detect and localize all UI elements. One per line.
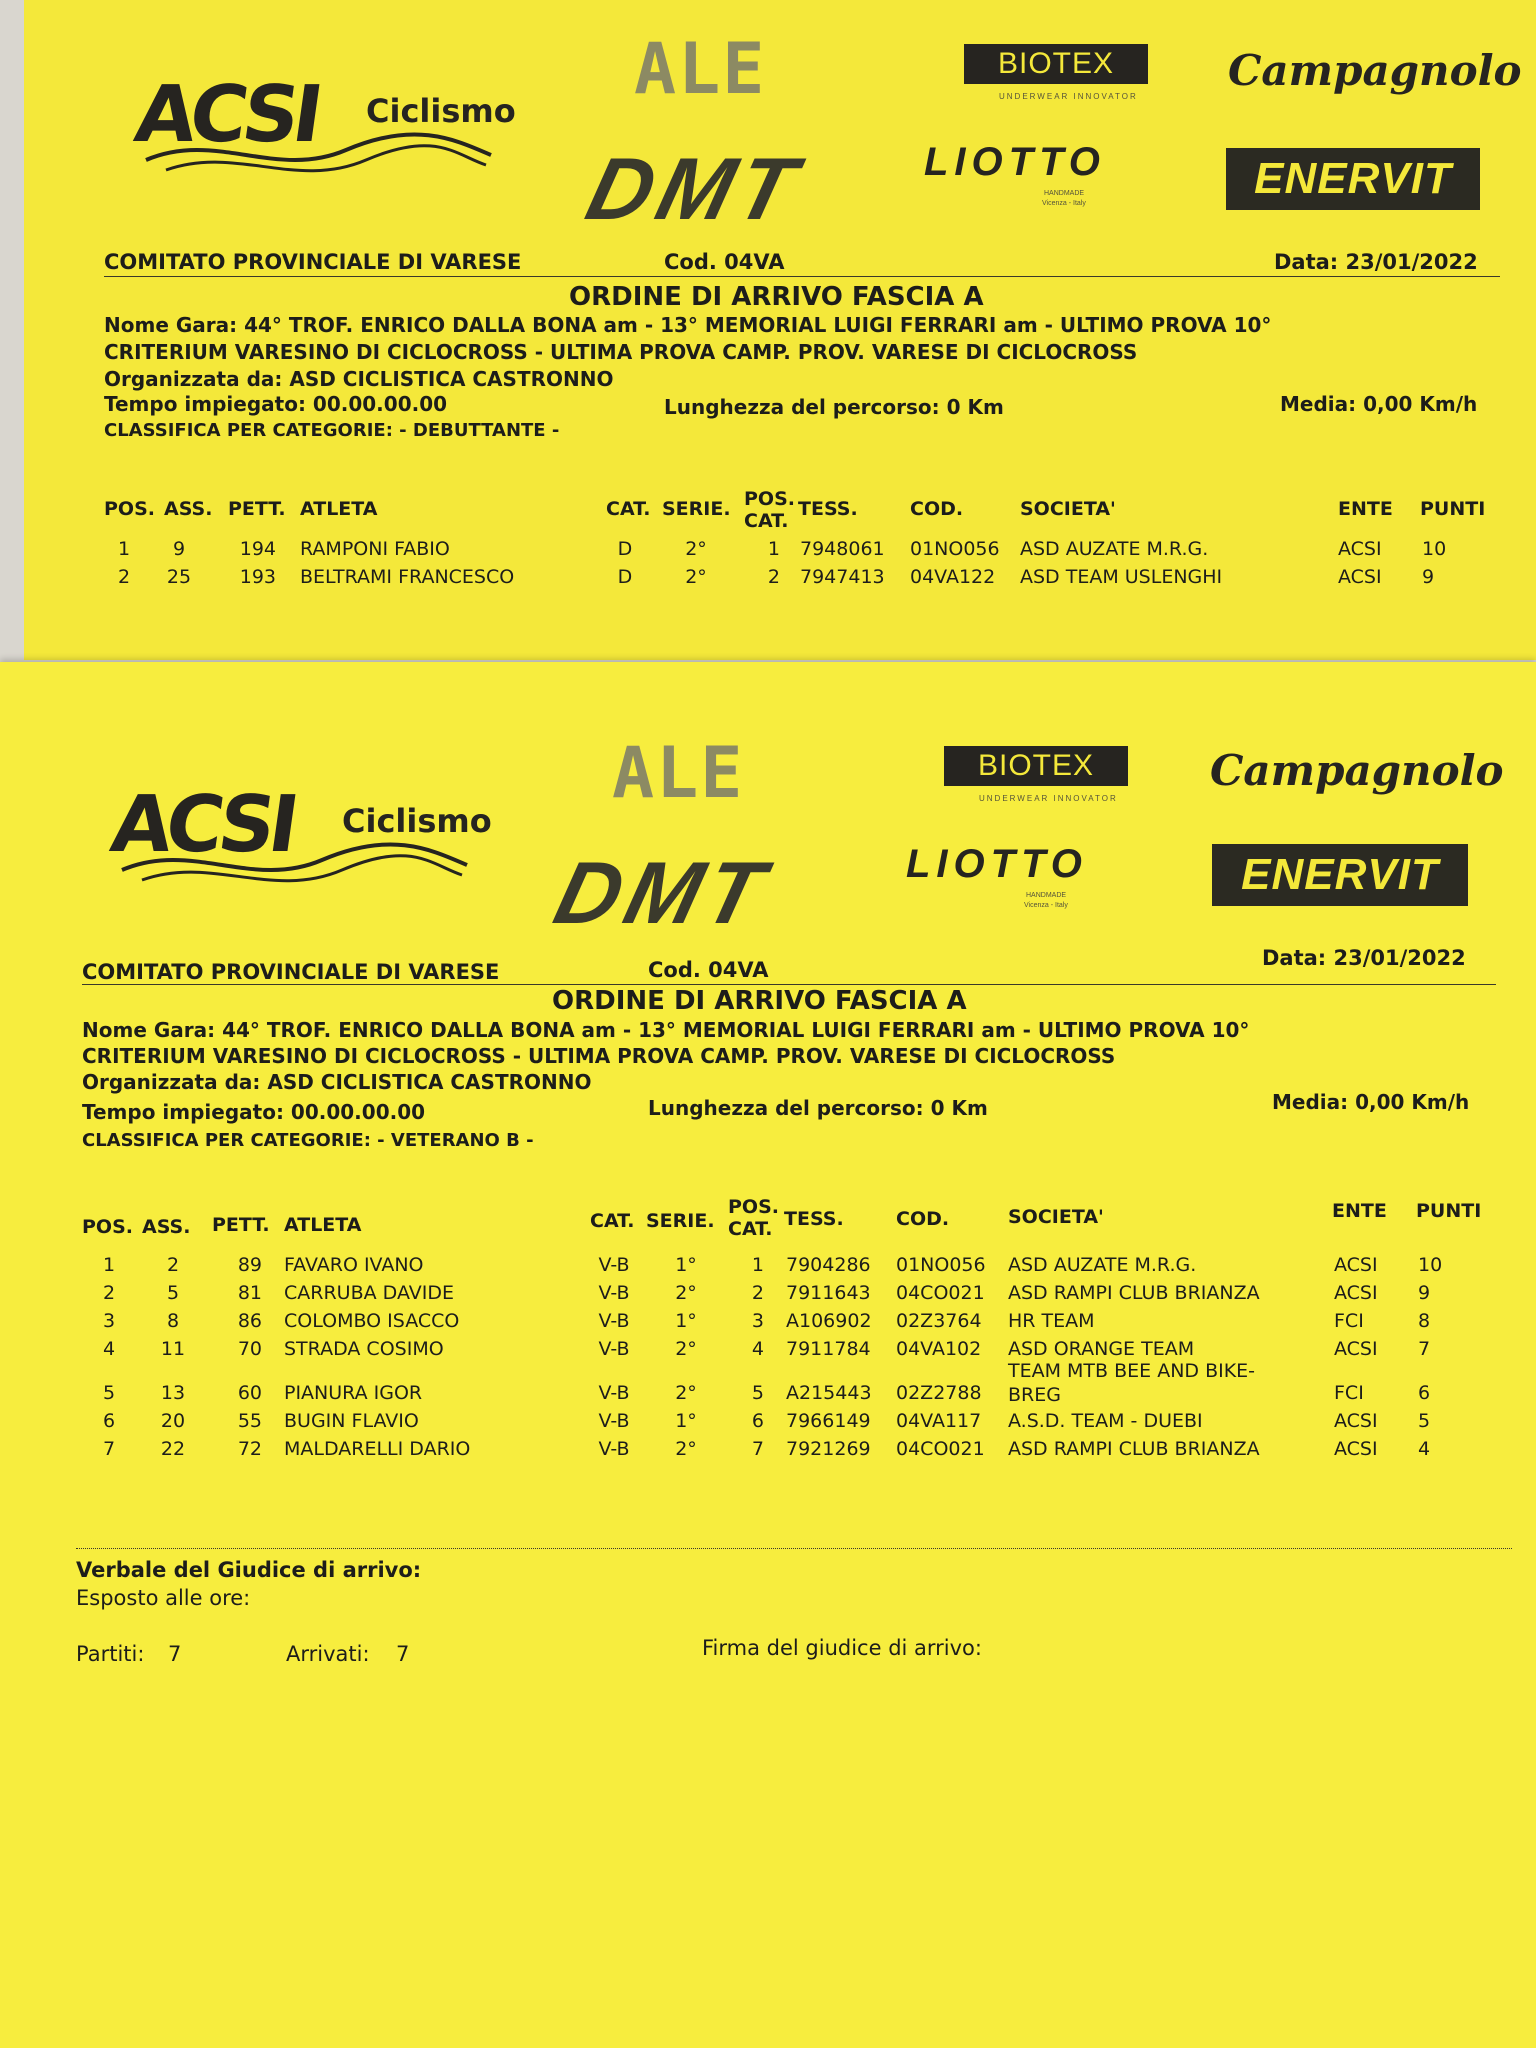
col-pett: PETT. bbox=[228, 498, 286, 520]
row-atleta: MALDARELLI DARIO bbox=[284, 1438, 471, 1460]
row-serie: 2° bbox=[685, 566, 707, 588]
row-ass: 22 bbox=[160, 1438, 186, 1460]
row-pett: 60 bbox=[237, 1382, 262, 1404]
col-cat: CAT. bbox=[590, 1210, 635, 1232]
row-societa: ASD RAMPI CLUB BRIANZA bbox=[1008, 1438, 1260, 1460]
time-taken: Tempo impiegato: 00.00.00.00 bbox=[104, 392, 448, 416]
col-ass: ASS. bbox=[164, 498, 213, 520]
col-cat: CAT. bbox=[606, 498, 651, 520]
row-ente: ACSI bbox=[1334, 1410, 1378, 1432]
verbale-title: Verbale del Giudice di arrivo: bbox=[76, 1558, 422, 1582]
col-poscat-1: POS. bbox=[728, 1196, 779, 1218]
liotto-place-text: Vicenza - Italy bbox=[1024, 902, 1068, 909]
acsi-swoosh-icon bbox=[112, 830, 472, 890]
row-ass: 5 bbox=[166, 1282, 180, 1304]
row-pos: 3 bbox=[102, 1310, 116, 1332]
row-tess: 7947413 bbox=[800, 566, 885, 588]
row-tess: A215443 bbox=[786, 1382, 872, 1404]
acsi-ciclismo-logo bbox=[105, 780, 492, 900]
row-pos: 2 bbox=[102, 1282, 116, 1304]
document-title: ORDINE DI ARRIVO FASCIA A bbox=[569, 282, 984, 312]
row-punti: 8 bbox=[1418, 1310, 1431, 1332]
col-serie: SERIE. bbox=[646, 1210, 715, 1232]
row-pett: 89 bbox=[237, 1254, 262, 1276]
row-serie: 1° bbox=[675, 1410, 697, 1432]
average-speed: Media: 0,00 Km/h bbox=[1272, 1090, 1470, 1114]
row-serie: 1° bbox=[675, 1254, 697, 1276]
committee-name: COMITATO PROVINCIALE DI VARESE bbox=[82, 960, 500, 984]
partiti-value: 7 bbox=[168, 1642, 182, 1666]
row-atleta: STRADA COSIMO bbox=[284, 1338, 444, 1360]
row-poscat: 5 bbox=[751, 1382, 764, 1404]
row-cod: 02Z3764 bbox=[896, 1310, 982, 1332]
col-tess: TESS. bbox=[798, 498, 858, 520]
row-poscat: 1 bbox=[751, 1254, 764, 1276]
row-pett: 72 bbox=[237, 1438, 262, 1460]
row-pos: 1 bbox=[117, 538, 131, 560]
row-pett: 194 bbox=[239, 538, 276, 560]
row-societa: HR TEAM bbox=[1008, 1310, 1095, 1332]
acsi-ciclismo-text: Ciclismo bbox=[342, 802, 492, 840]
row-ass: 25 bbox=[166, 566, 192, 588]
col-atleta: ATLETA bbox=[284, 1214, 362, 1236]
footer-divider bbox=[76, 1548, 1512, 1549]
row-ass: 20 bbox=[160, 1410, 186, 1432]
organizer: Organizzata da: ASD CICLISTICA CASTRONNO bbox=[82, 1070, 592, 1094]
row-ente: ACSI bbox=[1334, 1254, 1378, 1276]
result-sheet-debuttante bbox=[24, 0, 1536, 660]
row-pos: 7 bbox=[102, 1438, 116, 1460]
esposto-label: Esposto alle ore: bbox=[76, 1586, 251, 1610]
row-poscat: 4 bbox=[751, 1338, 764, 1360]
result-sheet-veterano-b bbox=[0, 662, 1536, 2048]
row-societa: A.S.D. TEAM - DUEBI bbox=[1008, 1410, 1203, 1432]
row-pos: 1 bbox=[102, 1254, 116, 1276]
time-taken: Tempo impiegato: 00.00.00.00 bbox=[82, 1100, 426, 1124]
row-cod: 04VA122 bbox=[910, 566, 996, 588]
row-societa: ASD RAMPI CLUB BRIANZA bbox=[1008, 1282, 1260, 1304]
row-poscat: 7 bbox=[751, 1438, 764, 1460]
campagnolo-logo: Campagnolo bbox=[1210, 746, 1504, 795]
row-pett: 193 bbox=[239, 566, 276, 588]
arrivati-value: 7 bbox=[396, 1642, 410, 1666]
col-poscat-2: CAT. bbox=[744, 510, 789, 532]
row-cat: V-B bbox=[598, 1254, 630, 1276]
category-title: CLASSIFICA PER CATEGORIE: - DEBUTTANTE - bbox=[104, 420, 560, 441]
acsi-swoosh-icon bbox=[136, 120, 496, 180]
row-punti: 10 bbox=[1422, 538, 1447, 560]
row-tess: A106902 bbox=[786, 1310, 872, 1332]
col-tess: TESS. bbox=[784, 1208, 844, 1230]
row-cod: 04VA117 bbox=[896, 1410, 982, 1432]
ale-logo: ALE bbox=[612, 732, 745, 814]
row-pett: 55 bbox=[237, 1410, 262, 1432]
row-tess: 7948061 bbox=[800, 538, 885, 560]
row-cat: V-B bbox=[598, 1438, 630, 1460]
col-ente: ENTE bbox=[1332, 1200, 1387, 1222]
row-cod: 01NO056 bbox=[910, 538, 1000, 560]
col-cod: COD. bbox=[896, 1208, 950, 1230]
acsi-logo-text: ACSI bbox=[105, 780, 299, 870]
row-pett: 81 bbox=[237, 1282, 262, 1304]
dmt-logo: DMT bbox=[545, 843, 780, 942]
row-ente: FCI bbox=[1334, 1382, 1364, 1404]
row-atleta: PIANURA IGOR bbox=[284, 1382, 423, 1404]
acsi-ciclismo-logo bbox=[129, 70, 516, 190]
row-ass: 8 bbox=[166, 1310, 180, 1332]
row-tess: 7921269 bbox=[786, 1438, 871, 1460]
row-atleta: FAVARO IVANO bbox=[284, 1254, 424, 1276]
biotex-logo: BIOTEX bbox=[944, 746, 1128, 786]
campagnolo-logo: Campagnolo bbox=[1228, 46, 1522, 95]
row-poscat: 6 bbox=[751, 1410, 764, 1432]
race-name-line2: CRITERIUM VARESINO DI CICLOCROSS - ULTIMA PROVA CAMP. PROV. VARESE DI CICLOCROSS bbox=[104, 340, 1138, 364]
row-cat: V-B bbox=[598, 1410, 630, 1432]
row-serie: 1° bbox=[675, 1310, 697, 1332]
row-atleta: BUGIN FLAVIO bbox=[284, 1410, 419, 1432]
race-date: Data: 23/01/2022 bbox=[1274, 250, 1478, 274]
header-divider bbox=[104, 276, 1500, 277]
category-title: CLASSIFICA PER CATEGORIE: - VETERANO B - bbox=[82, 1130, 534, 1151]
row-ente: ACSI bbox=[1334, 1438, 1378, 1460]
row-ente: FCI bbox=[1334, 1310, 1364, 1332]
row-ass: 9 bbox=[172, 538, 186, 560]
row-tess: 7966149 bbox=[786, 1410, 871, 1432]
row-cat: V-B bbox=[598, 1338, 630, 1360]
col-poscat-1: POS. bbox=[744, 488, 795, 510]
row-cat: D bbox=[617, 566, 633, 588]
row-cat: V-B bbox=[598, 1282, 630, 1304]
row-poscat: 2 bbox=[767, 566, 780, 588]
liotto-logo: LIOTTO bbox=[924, 140, 1106, 184]
row-cat: V-B bbox=[598, 1382, 630, 1404]
course-length: Lunghezza del percorso: 0 Km bbox=[648, 1096, 988, 1120]
row-ass: 13 bbox=[160, 1382, 186, 1404]
col-pos: POS. bbox=[82, 1216, 133, 1238]
course-length: Lunghezza del percorso: 0 Km bbox=[664, 395, 1004, 419]
race-name-line2: CRITERIUM VARESINO DI CICLOCROSS - ULTIMA PROVA CAMP. PROV. VARESE DI CICLOCROSS bbox=[82, 1044, 1116, 1068]
average-speed: Media: 0,00 Km/h bbox=[1280, 392, 1478, 416]
row-punti: 9 bbox=[1418, 1282, 1431, 1304]
row-punti: 5 bbox=[1418, 1410, 1431, 1432]
race-name-line1: Nome Gara: 44° TROF. ENRICO DALLA BONA am - 13° MEMORIAL LUIGI FERRARI am - ULTIMO PROVA 10° bbox=[82, 1018, 1250, 1042]
arrivati-label: Arrivati: bbox=[286, 1642, 370, 1666]
row-pos: 5 bbox=[102, 1382, 116, 1404]
liotto-logo: LIOTTO bbox=[906, 842, 1088, 886]
row-pett: 86 bbox=[237, 1310, 262, 1332]
header-divider bbox=[82, 984, 1496, 985]
row-pos: 2 bbox=[117, 566, 131, 588]
enervit-logo: ENERVIT bbox=[1212, 844, 1468, 906]
row-tess: 7904286 bbox=[786, 1254, 871, 1276]
row-ass: 2 bbox=[166, 1254, 180, 1276]
row-poscat: 2 bbox=[751, 1282, 764, 1304]
organizer: Organizzata da: ASD CICLISTICA CASTRONNO bbox=[104, 367, 614, 391]
row-ente: ACSI bbox=[1338, 566, 1382, 588]
col-punti: PUNTI bbox=[1420, 498, 1486, 520]
row-societa: ASD AUZATE M.R.G. bbox=[1020, 538, 1209, 560]
row-atleta: CARRUBA DAVIDE bbox=[284, 1282, 454, 1304]
enervit-logo: ENERVIT bbox=[1226, 148, 1480, 210]
row-serie: 2° bbox=[685, 538, 707, 560]
partiti-label: Partiti: bbox=[76, 1642, 145, 1666]
col-poscat-2: CAT. bbox=[728, 1218, 773, 1240]
committee-code: Cod. 04VA bbox=[648, 958, 769, 982]
dmt-logo: DMT bbox=[577, 139, 812, 238]
row-cod: 04CO021 bbox=[896, 1282, 985, 1304]
row-societa-line2: BREG bbox=[1008, 1384, 1061, 1406]
col-punti: PUNTI bbox=[1416, 1200, 1482, 1222]
row-cod: 01NO056 bbox=[896, 1254, 986, 1276]
row-cod: 04VA102 bbox=[896, 1338, 982, 1360]
col-ente: ENTE bbox=[1338, 498, 1393, 520]
row-atleta: RAMPONI FABIO bbox=[300, 538, 450, 560]
liotto-handmade-text: HANDMADE bbox=[1026, 892, 1067, 899]
row-poscat: 3 bbox=[751, 1310, 764, 1332]
row-atleta: BELTRAMI FRANCESCO bbox=[300, 566, 515, 588]
signature-label: Firma del giudice di arrivo: bbox=[702, 1636, 982, 1660]
row-punti: 9 bbox=[1422, 566, 1435, 588]
row-societa: ASD ORANGE TEAM bbox=[1008, 1338, 1195, 1360]
row-tess: 7911784 bbox=[786, 1338, 871, 1360]
row-serie: 2° bbox=[675, 1338, 697, 1360]
ale-logo: ALE bbox=[634, 28, 767, 110]
row-serie: 2° bbox=[675, 1282, 697, 1304]
row-punti: 6 bbox=[1418, 1382, 1431, 1404]
col-cod: COD. bbox=[910, 498, 964, 520]
row-cod: 02Z2788 bbox=[896, 1382, 982, 1404]
col-pett: PETT. bbox=[212, 1214, 270, 1236]
row-pos: 4 bbox=[102, 1338, 116, 1360]
col-atleta: ATLETA bbox=[300, 498, 378, 520]
row-ente: ACSI bbox=[1334, 1282, 1378, 1304]
row-tess: 7911643 bbox=[786, 1282, 871, 1304]
row-serie: 2° bbox=[675, 1382, 697, 1404]
liotto-handmade-text: HANDMADE bbox=[1044, 190, 1085, 197]
biotex-tagline: UNDERWEAR INNOVATOR bbox=[979, 794, 1118, 803]
row-punti: 4 bbox=[1418, 1438, 1431, 1460]
row-serie: 2° bbox=[675, 1438, 697, 1460]
row-societa: TEAM MTB BEE AND BIKE- bbox=[1008, 1360, 1256, 1382]
document-title: ORDINE DI ARRIVO FASCIA A bbox=[552, 986, 967, 1016]
row-societa: ASD TEAM USLENGHI bbox=[1020, 566, 1223, 588]
col-ass: ASS. bbox=[142, 1216, 191, 1238]
race-date: Data: 23/01/2022 bbox=[1262, 946, 1466, 970]
committee-name: COMITATO PROVINCIALE DI VARESE bbox=[104, 250, 522, 274]
biotex-logo: BIOTEX bbox=[964, 44, 1148, 84]
col-societa: SOCIETA' bbox=[1020, 498, 1116, 520]
col-societa: SOCIETA' bbox=[1008, 1206, 1104, 1228]
row-cod: 04CO021 bbox=[896, 1438, 985, 1460]
row-ass: 11 bbox=[160, 1338, 186, 1360]
acsi-ciclismo-text: Ciclismo bbox=[366, 92, 516, 130]
row-punti: 7 bbox=[1418, 1338, 1431, 1360]
row-punti: 10 bbox=[1418, 1254, 1443, 1276]
race-name-line1: Nome Gara: 44° TROF. ENRICO DALLA BONA am - 13° MEMORIAL LUIGI FERRARI am - ULTIMO PROVA 10° bbox=[104, 313, 1272, 337]
row-poscat: 1 bbox=[767, 538, 780, 560]
row-cat: V-B bbox=[598, 1310, 630, 1332]
row-societa: ASD AUZATE M.R.G. bbox=[1008, 1254, 1197, 1276]
row-pett: 70 bbox=[237, 1338, 262, 1360]
row-pos: 6 bbox=[102, 1410, 116, 1432]
row-cat: D bbox=[617, 538, 633, 560]
committee-code: Cod. 04VA bbox=[664, 250, 785, 274]
acsi-logo-text: ACSI bbox=[129, 70, 323, 160]
liotto-place-text: Vicenza - Italy bbox=[1042, 200, 1086, 207]
row-ente: ACSI bbox=[1338, 538, 1382, 560]
biotex-tagline: UNDERWEAR INNOVATOR bbox=[999, 92, 1138, 101]
col-pos: POS. bbox=[104, 498, 155, 520]
row-ente: ACSI bbox=[1334, 1338, 1378, 1360]
col-serie: SERIE. bbox=[662, 498, 731, 520]
row-atleta: COLOMBO ISACCO bbox=[284, 1310, 460, 1332]
